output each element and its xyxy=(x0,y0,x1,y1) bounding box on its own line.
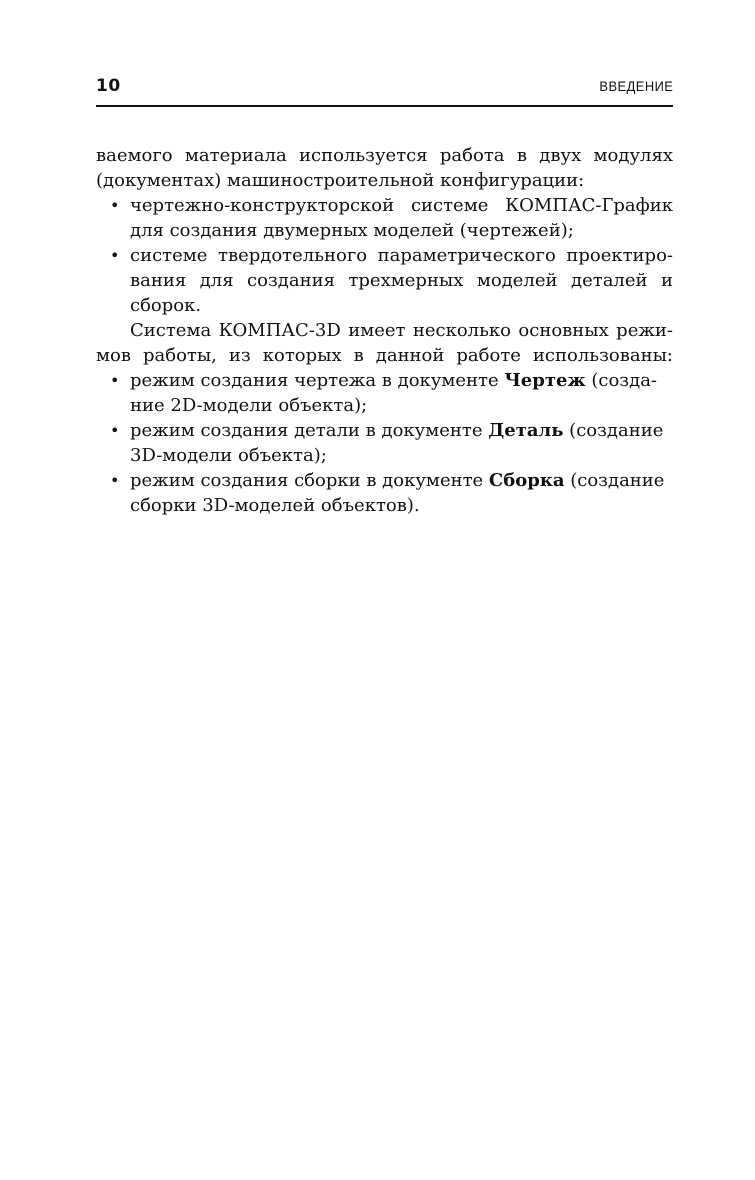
list-item-line xyxy=(130,418,673,443)
document-name-sborka: Сборка xyxy=(488,470,565,491)
bullet-icon: • xyxy=(110,421,120,440)
list-item xyxy=(96,368,673,418)
bullet-icon: • xyxy=(110,371,120,390)
list-item-line xyxy=(130,368,673,393)
document-name-detal: Деталь xyxy=(488,420,564,441)
intro-line: (документах) машиностроительной конфигурации: xyxy=(96,170,585,191)
list-item-text: режим создания чертежа в документе xyxy=(130,370,505,391)
list-item-line xyxy=(130,468,673,493)
list-item xyxy=(96,418,673,468)
paragraph-line: мов работы, из которых в данной работе использованы: xyxy=(96,345,673,366)
list-item-text: режим создания сборки в документе xyxy=(130,470,489,491)
page-header xyxy=(96,72,673,102)
header-rule xyxy=(96,105,673,107)
intro-line: ваемого материала используется работа в двух модулях xyxy=(96,145,673,166)
list-item-line: сборки 3D-моделей объектов). xyxy=(130,495,420,516)
list-item-line: 3D-модели объекта); xyxy=(130,445,327,466)
bullet-icon: • xyxy=(110,471,120,490)
list-item xyxy=(96,193,673,243)
list-item-text: (создание xyxy=(564,470,665,491)
list-item-text: (создание xyxy=(563,420,664,441)
list-item xyxy=(96,243,673,318)
list-item xyxy=(96,468,673,518)
body-text xyxy=(96,143,673,518)
running-title: ВВЕДЕНИЕ xyxy=(599,78,673,94)
list-item-line: вания для создания трехмерных моделей деталей и xyxy=(130,270,673,291)
list-item-text: (созда- xyxy=(585,370,658,391)
list-item-line: для создания двумерных моделей (чертежей); xyxy=(130,220,574,241)
list-item-line: системе твердотельного параметрического проектиро- xyxy=(130,245,673,266)
list-item-text: режим создания детали в документе xyxy=(130,420,489,441)
bullet-icon: • xyxy=(110,196,120,215)
document-name-chertezh: Чертеж xyxy=(504,370,586,391)
paragraph-line: Система КОМПАС-3D имеет несколько основных режи- xyxy=(130,320,673,341)
page-number: 10 xyxy=(96,76,121,96)
list-item-line: сборок. xyxy=(130,295,202,316)
list-item-line: чертежно-конструкторской системе КОМПАС-График xyxy=(130,195,673,216)
list-item-line: ние 2D-модели объекта); xyxy=(130,395,368,416)
bullet-icon: • xyxy=(110,246,120,265)
